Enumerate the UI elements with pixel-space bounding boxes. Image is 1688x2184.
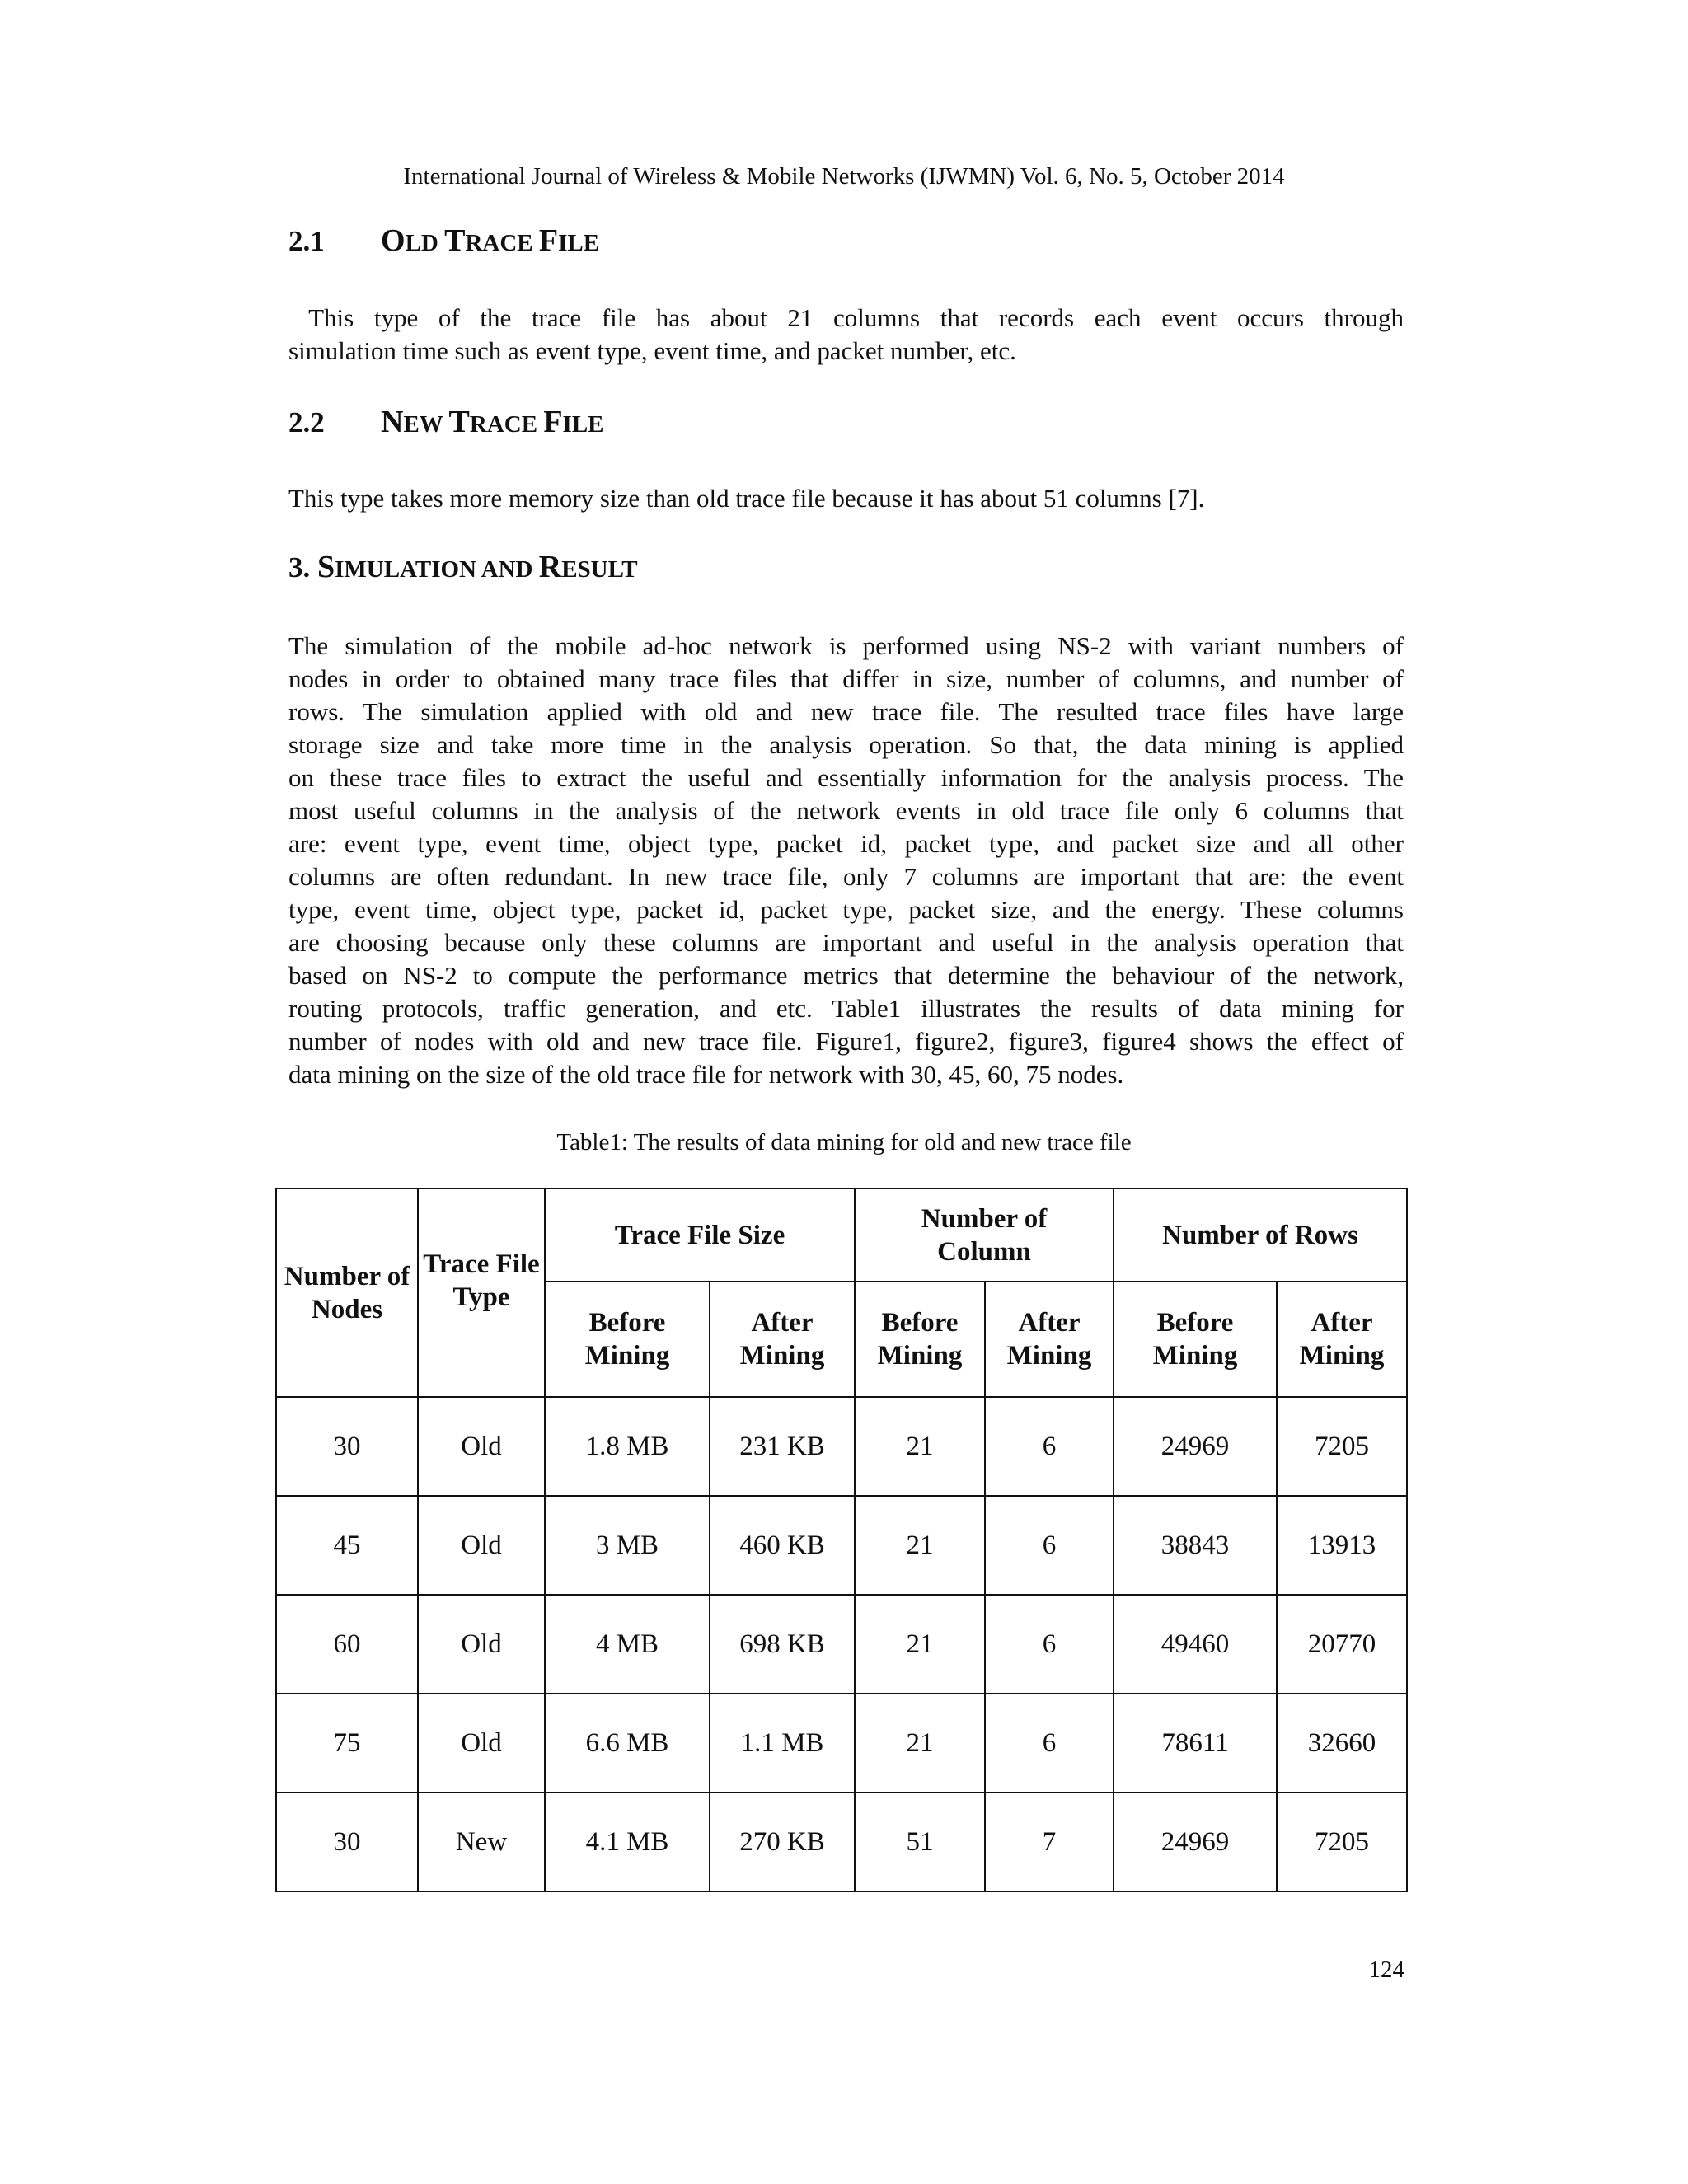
table-row bbox=[276, 1397, 1407, 1496]
text-line: nodes in order to obtained many trace files that differ in size, number of columns, and number of bbox=[288, 664, 1404, 693]
table-cell: 4.1 MB bbox=[545, 1793, 710, 1891]
title-part: RACE bbox=[469, 411, 544, 438]
table-cell: Old bbox=[418, 1694, 545, 1793]
table-row bbox=[276, 1694, 1407, 1793]
title-part: O bbox=[381, 223, 406, 258]
table-cell: 24969 bbox=[1114, 1397, 1277, 1496]
table-caption: Table1: The results of data mining for old and new trace file bbox=[556, 1129, 1132, 1155]
text-line: The simulation of the mobile ad-hoc network is performed using NS-2 with variant numbers of bbox=[288, 631, 1404, 660]
title-part: R bbox=[538, 550, 562, 584]
table-cell: 460 KB bbox=[710, 1496, 855, 1595]
text-line: type, event time, object type, packet id, packet type, packet size, and the energy. These columns bbox=[288, 895, 1404, 924]
table-cell: 231 KB bbox=[710, 1397, 855, 1496]
table-cell: 7205 bbox=[1277, 1793, 1407, 1891]
table-cell: 30 bbox=[276, 1397, 418, 1496]
section-2-2-heading bbox=[288, 404, 604, 443]
table-cell: 60 bbox=[276, 1595, 418, 1694]
text-line: number of nodes with old and new trace file. Figure1, figure2, figure3, figure4 shows the effect of bbox=[288, 1027, 1404, 1056]
table-cell: 21 bbox=[855, 1694, 985, 1793]
text-line: routing protocols, traffic generation, and etc. Table1 illustrates the results of data mining for bbox=[288, 994, 1404, 1023]
table-cell: 21 bbox=[855, 1595, 985, 1694]
table-cell: 6 bbox=[985, 1595, 1114, 1694]
header-number-of-column: Number of Column bbox=[855, 1188, 1114, 1282]
page-number: 124 bbox=[1368, 1957, 1404, 1983]
title-part: LD bbox=[405, 230, 445, 256]
header-after-mining: After Mining bbox=[1277, 1282, 1407, 1397]
section-2-2-paragraph bbox=[288, 482, 1404, 515]
results-table bbox=[275, 1188, 1408, 1892]
title-part: EW bbox=[403, 411, 449, 438]
table-cell: 38843 bbox=[1114, 1496, 1277, 1595]
table-cell: 49460 bbox=[1114, 1595, 1277, 1694]
table-cell: 51 bbox=[855, 1793, 985, 1891]
text-line: are choosing because only these columns are important and useful in the analysis operation that bbox=[288, 928, 1404, 957]
table-row bbox=[276, 1496, 1407, 1595]
text-line: columns are often redundant. In new trace file, only 7 columns are important that are: the event bbox=[288, 862, 1404, 891]
table-cell: 21 bbox=[855, 1496, 985, 1595]
title-part: F bbox=[538, 223, 559, 258]
table-cell: 1.8 MB bbox=[545, 1397, 710, 1496]
table-cell: Old bbox=[418, 1496, 545, 1595]
section-number: 2.2 bbox=[288, 406, 325, 438]
section-2-1-paragraph bbox=[288, 302, 1404, 368]
running-head: International Journal of Wireless & Mobile Networks (IJWMN) Vol. 6, No. 5, October 2014 bbox=[403, 163, 1285, 190]
header-trace-file-size: Trace File Size bbox=[545, 1188, 855, 1282]
section-3-paragraph bbox=[288, 630, 1404, 1091]
header-after-mining: After Mining bbox=[710, 1282, 855, 1397]
title-part: S bbox=[317, 550, 335, 584]
title-part: IMULATION AND bbox=[335, 556, 539, 583]
header-before-mining: Before Mining bbox=[545, 1282, 710, 1397]
text-line: most useful columns in the analysis of the network events in old trace file only 6 columns that bbox=[288, 796, 1404, 825]
table-cell: 698 KB bbox=[710, 1595, 855, 1694]
table-cell: 24969 bbox=[1114, 1793, 1277, 1891]
title-part: T bbox=[448, 405, 470, 439]
table-cell: 75 bbox=[276, 1694, 418, 1793]
section-number: 3. bbox=[288, 551, 317, 583]
title-part: F bbox=[543, 405, 563, 439]
table-cell: 6.6 MB bbox=[545, 1694, 710, 1793]
header-trace-file-type: Trace File Type bbox=[418, 1188, 545, 1397]
header-before-mining: Before Mining bbox=[1114, 1282, 1277, 1397]
table-cell: Old bbox=[418, 1397, 545, 1496]
title-part: ILE bbox=[562, 411, 604, 438]
text-line: storage size and take more time in the analysis operation. So that, the data mining is applied bbox=[288, 730, 1404, 759]
text-line: data mining on the size of the old trace file for network with 30, 45, 60, 75 nodes. bbox=[288, 1060, 1124, 1089]
table-cell: Old bbox=[418, 1595, 545, 1694]
table-row bbox=[276, 1793, 1407, 1891]
table-cell: 45 bbox=[276, 1496, 418, 1595]
table-cell: 32660 bbox=[1277, 1694, 1407, 1793]
header-number-of-nodes: Number of Nodes bbox=[276, 1188, 418, 1397]
header-before-mining: Before Mining bbox=[855, 1282, 985, 1397]
table-cell: 4 MB bbox=[545, 1595, 710, 1694]
text-line: on these trace files to extract the useful and essentially information for the analysis process. The bbox=[288, 763, 1404, 792]
text-line: are: event type, event time, object type, packet id, packet type, and packet size and all other bbox=[288, 829, 1404, 858]
table-header-row bbox=[276, 1188, 1407, 1282]
table-row bbox=[276, 1595, 1407, 1694]
title-part: N bbox=[381, 405, 404, 439]
text-line: simulation time such as event type, event time, and packet number, etc. bbox=[288, 336, 1016, 365]
table-cell: 78611 bbox=[1114, 1694, 1277, 1793]
section-3-heading bbox=[288, 549, 638, 588]
table-cell: 7 bbox=[985, 1793, 1114, 1891]
section-number: 2.1 bbox=[288, 225, 325, 257]
table-cell: 6 bbox=[985, 1397, 1114, 1496]
text-line: This type takes more memory size than old trace file because it has about 51 columns [7]. bbox=[288, 484, 1205, 513]
table-cell: 13913 bbox=[1277, 1496, 1407, 1595]
header-after-mining: After Mining bbox=[985, 1282, 1114, 1397]
title-part: ESULT bbox=[561, 556, 638, 583]
table-cell: 270 KB bbox=[710, 1793, 855, 1891]
table-cell: New bbox=[418, 1793, 545, 1891]
table-cell: 30 bbox=[276, 1793, 418, 1891]
table-cell: 21 bbox=[855, 1397, 985, 1496]
title-part: RACE bbox=[465, 230, 539, 256]
table-cell: 3 MB bbox=[545, 1496, 710, 1595]
text-line: based on NS-2 to compute the performance metrics that determine the behaviour of the network, bbox=[288, 961, 1404, 990]
table-cell: 20770 bbox=[1277, 1595, 1407, 1694]
title-part: ILE bbox=[558, 230, 600, 256]
text-line: rows. The simulation applied with old and new trace file. The resulted trace files have large bbox=[288, 697, 1404, 726]
table-cell: 6 bbox=[985, 1694, 1114, 1793]
section-2-1-heading bbox=[288, 223, 599, 261]
text-line: This type of the trace file has about 21 columns that records each event occurs through bbox=[288, 303, 1404, 332]
table-cell: 6 bbox=[985, 1496, 1114, 1595]
table-cell: 1.1 MB bbox=[710, 1694, 855, 1793]
header-number-of-rows: Number of Rows bbox=[1114, 1188, 1407, 1282]
title-part: T bbox=[444, 223, 466, 258]
table-cell: 7205 bbox=[1277, 1397, 1407, 1496]
